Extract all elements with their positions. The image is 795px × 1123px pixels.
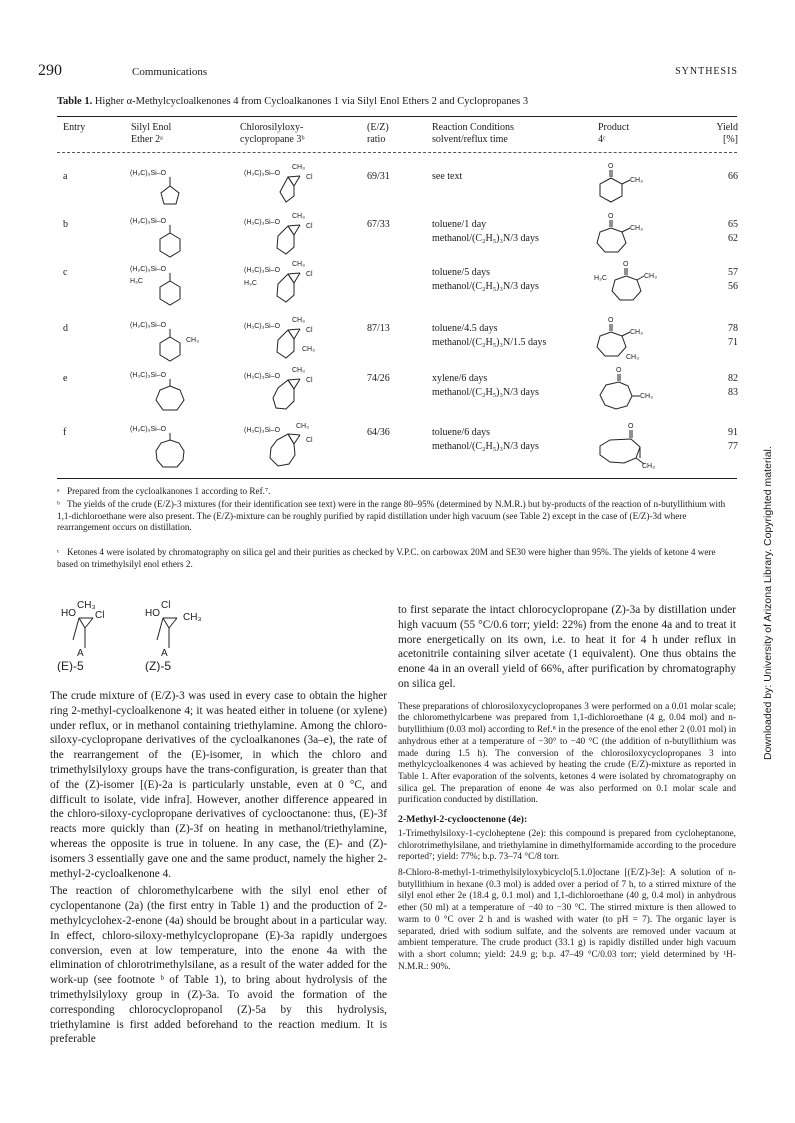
structure-3d xyxy=(244,316,334,366)
row-b-entry: b xyxy=(63,219,68,230)
structure-2f xyxy=(130,422,210,472)
structure-3c xyxy=(244,260,334,310)
row-c-cond1: toluene/5 days xyxy=(432,267,491,278)
svg-text:(H₃C)₃Si–O: (H₃C)₃Si–O xyxy=(130,426,167,433)
section-heading: 2-Methyl-2-cyclooctenone (4e): xyxy=(398,814,528,826)
svg-text:CH₃: CH₃ xyxy=(642,463,655,470)
table-bottom-rule xyxy=(57,478,737,479)
svg-text:Cl: Cl xyxy=(306,437,313,444)
structure-4a xyxy=(594,160,674,210)
row-a-entry: a xyxy=(63,171,68,182)
svg-text:(H₃C)₃Si–O: (H₃C)₃Si–O xyxy=(130,218,167,225)
col-header-entry: Entry xyxy=(63,122,86,133)
row-c-yield1: 57 xyxy=(728,267,738,278)
paragraph: These preparations of chlorosiloxycyclopropanes 3 were performed on a 0.01 molar scale; the chloromethylcarbene was prepared from 1,1-dichloroethane (4 g, 0.04 mol) and n-butyllithium (0.03 mol) according to Ref.⁸ in the presence of the enol ether 2 (0.01 mol) in anhydrous ether at a temperature of −30° to −40 °C (the addition of n-butyllithium was made during 1.5 h). The conversion of the chlorosiloxycyclopropanes 3 into methylcycloalkenones 4 was achieved by heating the crude (E/Z)-mixture as reported in Table 1. After evaporation of the solvents, ketones 4 were isolated by chromatography on silica gel. The preparation of enone 4e was also performed on 0.1 molar scale and purification conducted by distillation. xyxy=(398,701,736,806)
col-header-conditions: Reaction Conditions solvent/reflux time xyxy=(432,122,514,145)
paragraph: 8-Chloro-8-methyl-1-trimethylsilyloxybicyclo[5.1.0]octane [(E/Z)-3e]: A solution of n-butyllithium in hexane (0.3 mol) is added over a period of 7 h, to a stirred mixture of the silyl enol ether 2e (18.4 g, 0.1 mol) and 1,1-dichloroethane (40 g, 0.4 mol) in anhydrous ether (50 ml) at a temperature of −40 to −30 °C. The stirred mixture is then allowed to warm to 0 °C over 2 h and is washed with water (to pH = 7). The organic layer is separated, dried with sodium sulfate, and the solvents are removed under vacuum at ambient temperature. The crude product (33.1 g) is rapidly distilled under high vacuum with a short column; yield: 24.9 g; b.p. 47–49 °C/0.03 torr; yield determined by ¹H-N.M.R.: 90%. xyxy=(398,868,736,972)
svg-text:(H₃C)₃Si–O: (H₃C)₃Si–O xyxy=(244,427,281,434)
table-caption-text: Higher α-Methylcycloalkenones 4 from Cycloalkanones 1 via Silyl Enol Ethers 2 and Cyclopropanes 3 xyxy=(94,96,529,107)
svg-text:(H₃C)₃Si–O: (H₃C)₃Si–O xyxy=(244,323,281,330)
svg-text:(H₃C)₃Si–O: (H₃C)₃Si–O xyxy=(244,267,281,274)
structure-2c xyxy=(130,262,220,308)
svg-text:HO: HO xyxy=(61,608,76,619)
row-e-cond2: methanol/(C₂H₅)₃N/3 days xyxy=(432,387,539,398)
row-f-yield2: 77 xyxy=(728,441,738,452)
row-b-ratio: 67/33 xyxy=(367,219,390,230)
svg-text:Cl: Cl xyxy=(161,600,171,611)
svg-text:CH₃: CH₃ xyxy=(292,367,305,374)
svg-text:A: A xyxy=(77,648,84,659)
svg-text:CH₃: CH₃ xyxy=(292,261,305,268)
svg-text:HO: HO xyxy=(145,608,160,619)
structure-4f xyxy=(594,420,674,472)
svg-text:H₃C: H₃C xyxy=(594,275,607,282)
row-d-yield1: 78 xyxy=(728,323,738,334)
paragraph: to first separate the intact chlorocyclopropane (Z)-3a by distillation under high vacuum (55 °C/0.6 torr; yield: 22%) from the enone 4a and to treat it more energetically on its own, i.e. to heat it for 4 h under reflux in acetonitrile containing silver acetate (1 equivalent). One thus obtains the enone 4a in an overall yield of 66%, after purification by chromatography on silica gel. xyxy=(398,604,736,690)
svg-text:O: O xyxy=(623,261,629,268)
row-a-ratio: 69/31 xyxy=(367,171,390,182)
svg-text:Cl: Cl xyxy=(306,377,313,384)
row-e-yield2: 83 xyxy=(728,387,738,398)
footnote-c: ᶜ Ketones 4 were isolated by chromatography on silica gel and their purities as checked by V.P.C. on carbowax 20M and SE30 were higher than 95%. The yields of ketone 4 were based on trimethylsilyl enol ethers 2. xyxy=(57,547,716,569)
table-top-rule xyxy=(57,116,737,117)
svg-text:H₃C: H₃C xyxy=(130,278,143,285)
col-header-yield: Yield [%] xyxy=(716,122,738,145)
col-header-ratio: (E/Z) ratio xyxy=(367,122,389,145)
structure-2d xyxy=(130,318,220,364)
row-d-cond1: toluene/4.5 days xyxy=(432,323,498,334)
svg-text:H₃C: H₃C xyxy=(244,280,257,287)
figure-5 xyxy=(55,600,375,670)
structure-2b xyxy=(130,214,210,260)
running-header xyxy=(38,62,738,82)
svg-text:O: O xyxy=(608,163,614,170)
svg-text:Cl: Cl xyxy=(306,223,313,230)
row-f-entry: f xyxy=(63,427,67,438)
row-e-entry: e xyxy=(63,373,68,384)
svg-text:CH₃: CH₃ xyxy=(644,273,657,280)
left-column xyxy=(50,689,387,1050)
svg-text:O: O xyxy=(616,367,622,374)
table-caption xyxy=(57,96,737,107)
journal-name: SYNTHESIS xyxy=(675,66,738,77)
svg-text:CH₃: CH₃ xyxy=(626,354,639,361)
col-header-chloro: Chlorosilyloxy- cyclopropane 3ᵇ xyxy=(240,122,305,145)
row-f-cond1: toluene/6 days xyxy=(432,427,491,438)
structure-3b xyxy=(244,212,334,262)
structure-4d xyxy=(594,314,674,366)
row-d-cond2: methanol/(C₂H₅)₃N/1.5 days xyxy=(432,337,547,348)
paragraph: The crude mixture of (E/Z)-3 was used in every case to obtain the higher ring 2-methyl-cycloalkenone 4; it was heated either in toluene (or xylene) under reflux, or in methanol containing triethylamine. Among the chloro-siloxy-cyclopropane derivatives of the cycloalkanones (3a–e), the rate of the rearrangement of the (E)-isomer, in which the chloro and trimethylsilyloxy groups have the trans-configuration, is greater than that of the (Z)-isomer [(E)-2a is particularly unstable, even at 0 °C, and difficult to isolate, vide infra]. However, another difference appeared in the chloro-siloxy-cyclopropane derivatives of cyclooctanone: thus, (E)-3f reacts more quickly than (Z)-3f on heating in methanol/triethylamine, whereas the opposite is true in toluene. In any case, the (E)- and (Z)-isomers 3 essentially gave one and the same product, namely the higher 2-methyl-2-cycloalkenone 4. xyxy=(50,690,387,880)
row-a-cond1: see text xyxy=(432,171,463,182)
row-b-cond1: toluene/1 day xyxy=(432,219,487,230)
svg-text:CH₃: CH₃ xyxy=(183,612,202,623)
row-a-yield1: 66 xyxy=(728,171,738,182)
structure-4e xyxy=(594,364,674,416)
table-caption-label: Table 1. xyxy=(57,96,93,107)
row-d-entry: d xyxy=(63,323,68,334)
svg-text:CH₃: CH₃ xyxy=(292,317,305,324)
svg-text:Cl: Cl xyxy=(306,174,313,181)
svg-text:(H₃C)₃Si–O: (H₃C)₃Si–O xyxy=(130,322,167,329)
download-notice: Downloaded by: University of Arizona Library. Copyrighted material. xyxy=(762,446,774,760)
svg-text:(H₃C)₃Si–O: (H₃C)₃Si–O xyxy=(244,373,281,380)
svg-text:CH₃: CH₃ xyxy=(640,393,653,400)
svg-text:Cl: Cl xyxy=(95,610,105,621)
svg-text:CH₃: CH₃ xyxy=(292,164,305,171)
table-header-rule xyxy=(57,152,737,153)
section-name: Communications xyxy=(132,66,208,78)
row-c-entry: c xyxy=(63,267,68,278)
row-b-yield1: 65 xyxy=(728,219,738,230)
row-e-ratio: 74/26 xyxy=(367,373,390,384)
row-c-yield2: 56 xyxy=(728,281,738,292)
row-c-cond2: methanol/(C₂H₅)₃N/3 days xyxy=(432,281,539,292)
footnote-b: ᵇ The yields of the crude (E/Z)-3 mixtures (for their identification see text) were in the range 80–95% (determined by N.M.R.) but by-products of the reaction of n-butyllithium with 1,1-dichloroethane were also present. The (E/Z)-mixture can be roughly purified by rapid distillation under high vacuum (see Table 2) except in the case of (E/Z)-3d where rearrangement occurs on distillation. xyxy=(57,499,726,532)
svg-text:O: O xyxy=(628,423,634,430)
svg-text:CH₃: CH₃ xyxy=(292,213,305,220)
svg-text:CH₃: CH₃ xyxy=(77,600,96,611)
svg-text:(E)-5: (E)-5 xyxy=(57,659,84,672)
svg-text:(H₃C)₃Si–O: (H₃C)₃Si–O xyxy=(244,170,281,177)
svg-text:CH₃: CH₃ xyxy=(186,337,199,344)
svg-text:Cl: Cl xyxy=(306,271,313,278)
row-b-cond2: methanol/(C₂H₅)₃N/3 days xyxy=(432,233,539,244)
svg-text:(H₃C)₃Si–O: (H₃C)₃Si–O xyxy=(130,372,167,379)
svg-text:CH₃: CH₃ xyxy=(630,329,643,336)
svg-text:CH₃: CH₃ xyxy=(302,346,315,353)
footnote-a: ᵃ Prepared from the cycloalkanones 1 according to Ref.⁷. xyxy=(57,486,271,496)
svg-text:Cl: Cl xyxy=(306,327,313,334)
structure-4b xyxy=(594,210,674,260)
structure-4c xyxy=(594,258,674,308)
row-e-yield1: 82 xyxy=(728,373,738,384)
row-f-ratio: 64/36 xyxy=(367,427,390,438)
col-header-silyl: Silyl Enol Ether 2ᵃ xyxy=(131,122,172,145)
svg-text:(H₃C)₃Si–O: (H₃C)₃Si–O xyxy=(130,266,167,273)
row-f-cond2: methanol/(C₂H₅)₃N/3 days xyxy=(432,441,539,452)
row-d-yield2: 71 xyxy=(728,337,738,348)
svg-text:A: A xyxy=(161,648,168,659)
row-f-yield1: 91 xyxy=(728,427,738,438)
svg-text:CH₃: CH₃ xyxy=(296,423,309,430)
structure-2e xyxy=(130,368,210,416)
paragraph: The reaction of chloromethylcarbene with the silyl enol ether of cyclopentanone (2a) (the first entry in Table 1) and the production of 2-methylcyclohex-2-enone (4a) should be brought about in a particular way. In effect, chloro-siloxy-methylcyclopropane (E)-3a rapidly undergoes conversion, even at low temperature, into the enone 4a with the elimination of chlorotrimethylsilane, as a result of the water added for the work-up (see footnote ᵇ of Table 1), to bring about hydrolysis of the trimethylsilyloxy group in (Z)-3a. To avoid the formation of the corresponding chlorocyclopropanol (Z)-5a by this hydrolysis, triethylamine is first added beforehand to the reaction medium. It is preferable xyxy=(50,885,387,1046)
row-e-cond1: xylene/6 days xyxy=(432,373,488,384)
structure-3e xyxy=(244,366,334,416)
right-column xyxy=(398,603,736,977)
svg-text:CH₃: CH₃ xyxy=(630,225,643,232)
structure-3f xyxy=(244,420,334,472)
row-b-yield2: 62 xyxy=(728,233,738,244)
structure-z5 xyxy=(145,600,202,672)
svg-text:O: O xyxy=(608,317,614,324)
page-number: 290 xyxy=(38,62,62,79)
structure-e5 xyxy=(57,600,104,672)
svg-text:CH₃: CH₃ xyxy=(630,177,643,184)
row-d-ratio: 87/13 xyxy=(367,323,390,334)
structure-3a xyxy=(244,164,334,212)
structure-2a xyxy=(130,166,210,210)
svg-text:(Z)-5: (Z)-5 xyxy=(145,659,171,672)
paragraph: 1-Trimethylsiloxy-1-cycloheptene (2e): this compound is prepared from cycloheptanone, chlorotrimethylsilane, and triethylamine in dimethylformamide according to the procedure reported⁷; yield: 77%; b.p. 73–74 °C/8 torr. xyxy=(398,828,736,863)
svg-text:O: O xyxy=(608,213,614,220)
col-header-product: Product 4ᶜ xyxy=(598,122,630,145)
svg-text:(H₃C)₃Si–O: (H₃C)₃Si–O xyxy=(244,219,281,226)
svg-text:(H₃C)₃Si–O: (H₃C)₃Si–O xyxy=(130,170,167,177)
